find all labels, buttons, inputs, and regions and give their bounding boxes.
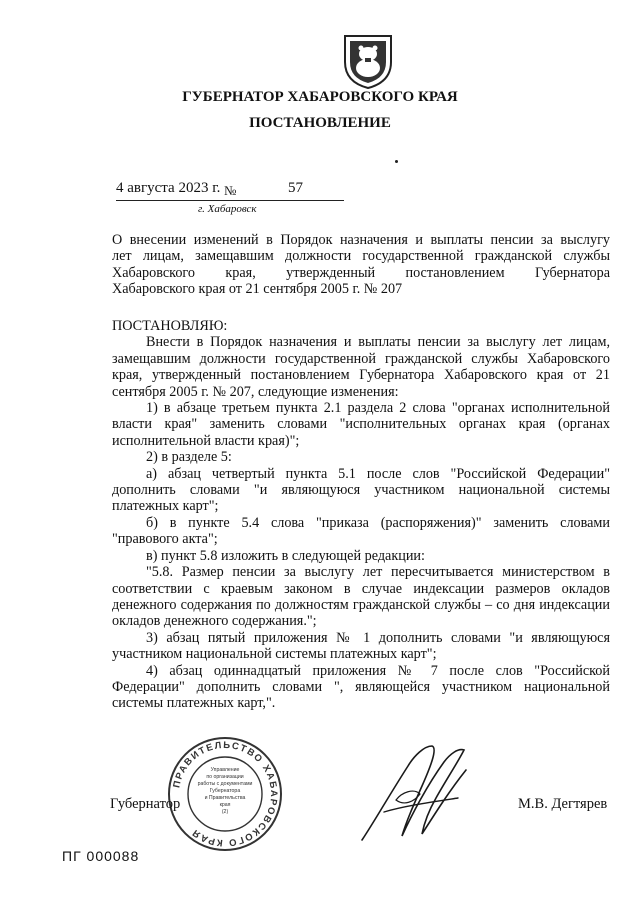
body-paragraph: "5.8. Размер пенсии за выслугу лет пересчитывается министерством в соответствии с краевым законом в случае индексации размеров окладов денежного содержания по должностям гражданской службы – со дня индексации окладов денежного содержания."; <box>112 564 610 630</box>
document-number: 57 <box>288 180 303 196</box>
subject-line: О внесении изменений в Порядок назначения и выплаты пенсии за выслугу <box>112 232 610 248</box>
document-body <box>112 318 610 712</box>
subject-line: Хабаровского края, утвержденный постановлением Губернатора <box>112 264 610 281</box>
body-paragraph: 1) в абзаце третьем пункта 2.1 раздела 2 слова "органах исполнительной власти края" заменить словами "исполнительных органах края (органах исполнительной власти края)"; <box>112 400 610 449</box>
body-paragraph: 3) абзац пятый приложения № 1 дополнить словами "и являющуюся участником национальной системы платежных карт"; <box>112 629 610 663</box>
document-city: г. Хабаровск <box>198 203 257 215</box>
document-type: ПОСТАНОВЛЕНИЕ <box>249 115 391 131</box>
seal-inner-line: и Правительства <box>204 795 246 801</box>
date-underline <box>116 200 344 201</box>
seal-inner-line: края <box>219 802 231 808</box>
scan-speck <box>395 160 398 163</box>
signatory-position: Губернатор <box>110 796 181 812</box>
official-seal-icon <box>166 735 284 853</box>
body-paragraph: в) пункт 5.8 изложить в следующей редакции: <box>146 547 425 564</box>
number-label: № <box>224 183 237 198</box>
signatory-name: М.В. Дегтярев <box>518 796 608 812</box>
body-paragraph: а) абзац четвертый пункта 5.1 после слов "Российской Федерации" дополнить словами "и являющуюся участником национальной системы платежных карт"; <box>112 465 610 515</box>
decree-word: ПОСТАНОВЛЯЮ: <box>112 318 228 334</box>
body-paragraph: б) в пункте 5.4 слова "приказа (распоряжения)" заменить словами "правового акта"; <box>112 514 610 548</box>
form-code: ПГ 000088 <box>62 848 140 864</box>
seal-inner-line: по организации <box>206 774 244 780</box>
document-date: 4 августа 2023 г. <box>116 180 221 196</box>
body-paragraph: Внести в Порядок назначения и выплаты пенсии за выслугу лет лицам, замещавшим должности государственной гражданской службы Хабаровского края, утвержденный постановлением Губернатора Хабаровского края от 21 сентября 2005 г. № 207, следующие изменения: <box>112 334 610 400</box>
seal-inner-line: Губернатора <box>209 788 241 794</box>
seal-ring-text: ПРАВИТЕЛЬСТВО ХАБАРОВСКОГО КРАЯ <box>171 739 280 849</box>
body-paragraph: 4) абзац одиннадцатый приложения № 7 после слов "Российской Федерации" дополнить словами ", являющейся участником национальной системы платежных карт,". <box>112 662 610 712</box>
body-paragraph: 2) в разделе 5: <box>146 449 232 466</box>
subject-line: лет лицам, замещавшим должности государственной гражданской службы <box>112 248 610 265</box>
subject-line: Хабаровского края от 21 сентября 2005 г. № 207 <box>112 281 403 298</box>
issuing-authority: ГУБЕРНАТОР ХАБАРОВСКОГО КРАЯ <box>182 89 458 105</box>
coat-of-arms-icon <box>341 30 395 90</box>
seal-inner-line: (2) <box>221 809 229 815</box>
handwritten-signature-icon <box>354 740 472 852</box>
document-subject <box>112 232 610 298</box>
seal-inner-line: работы с документами <box>197 781 253 787</box>
seal-inner-line: Управление <box>210 767 240 773</box>
